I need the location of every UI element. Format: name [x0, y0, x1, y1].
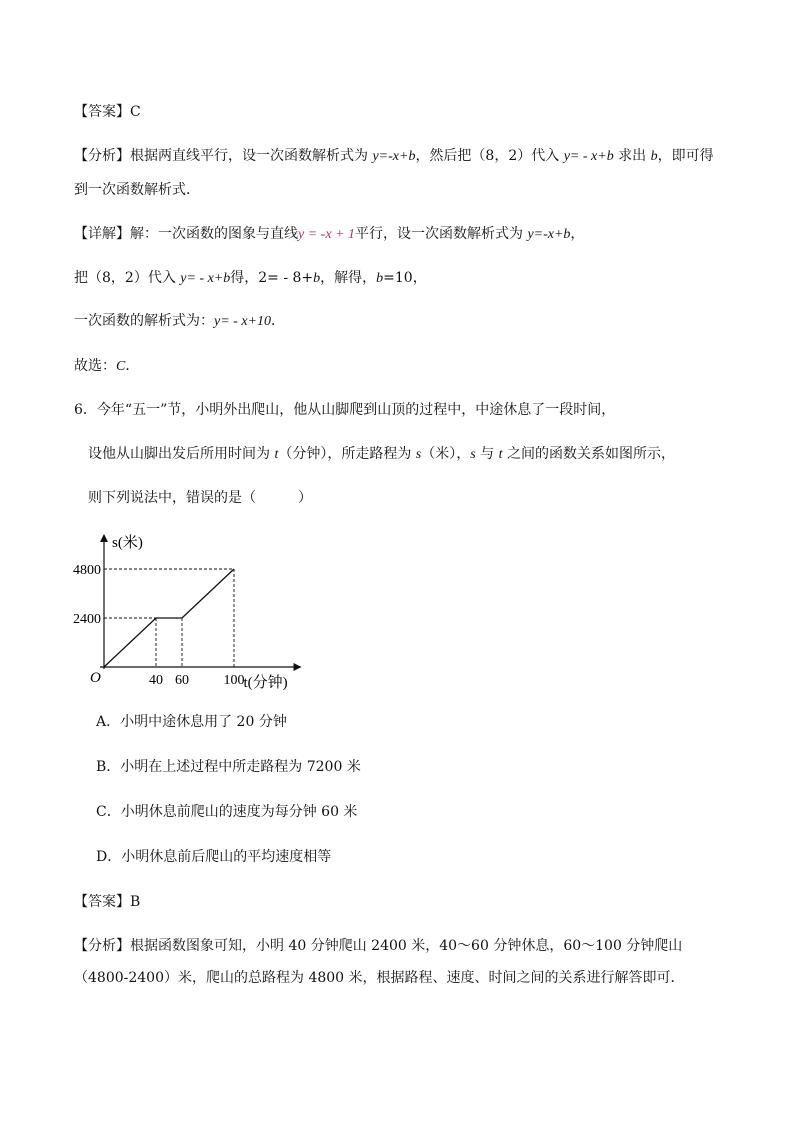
option-a: A．小明中途休息用了 20 分钟: [96, 714, 287, 730]
math-expression: y=-x+b: [372, 149, 416, 164]
x-tick-label: 40: [149, 673, 163, 688]
stem-text: 之间的函数关系如图所示，: [502, 446, 675, 462]
x-tick-label: 100: [223, 673, 245, 688]
stem-text: 与: [475, 446, 499, 462]
math-variable: t: [498, 447, 503, 462]
y-axis-label: s(米): [112, 535, 143, 551]
analysis-text: ，然后把（8，2）代入: [415, 148, 564, 164]
math-variable: t: [274, 447, 279, 462]
math-variable: b: [313, 271, 321, 286]
detail-text: ，: [570, 226, 585, 242]
answer-bracket: 【答案】: [74, 104, 130, 120]
analysis-line-2: 到一次函数解析式．: [74, 182, 200, 198]
origin-label: O: [90, 670, 101, 686]
detail-text: 一次函数的解析式为：: [74, 313, 214, 329]
math-variable: b: [650, 149, 658, 164]
stem-text: 设他从山脚出发后所用时间为: [88, 446, 275, 462]
analysis2-line-2: （4800-2400）米，爬山的总路程为 4800 米，根据路程、速度、时间之间的关系进行解答即可．: [74, 970, 685, 986]
detail-line-1: [74, 224, 584, 245]
detail-bracket: 【详解】: [74, 226, 130, 242]
answer-value: C: [130, 104, 141, 120]
x-tick-label: 60: [175, 673, 189, 688]
analysis-text: 根据函数图象可知，小明 40 分钟爬山 2400 米，40～60 分钟休息，60～100 分钟爬山: [130, 938, 683, 954]
choice-letter: C: [116, 359, 126, 374]
detail-text: =10，: [383, 270, 427, 286]
detail-text: 解：一次函数的图象与直线: [130, 226, 298, 242]
analysis-bracket: 【分析】: [74, 938, 130, 954]
y-tick-label: 4800: [73, 563, 101, 578]
math-variable: s: [415, 447, 422, 462]
analysis-text: 求出: [613, 148, 651, 164]
answer-bracket: 【答案】: [74, 894, 130, 910]
analysis-text: ，即可得: [657, 148, 714, 164]
analysis-text: 根据两直线平行，设一次函数解析式为: [130, 148, 373, 164]
detail-line-4: [74, 356, 139, 377]
detail-text: 故选：: [74, 358, 116, 374]
answer-line-1: [74, 102, 141, 122]
stem-text: （分钟），所走路程为: [278, 446, 416, 462]
math-expression: y= - x+10: [214, 314, 271, 329]
math-expression: y = -x + 1: [298, 227, 355, 242]
distance-time-chart: [60, 525, 320, 695]
option-d: D．小明休息前后爬山的平均速度相等: [96, 849, 332, 865]
detail-text: 把（8，2）代入: [74, 270, 181, 286]
math-expression: y=-x+b: [527, 227, 571, 242]
detail-line-2: [74, 268, 427, 289]
detail-text: ．: [125, 358, 140, 374]
stem-text: （米），: [421, 446, 471, 462]
y-tick-label: 2400: [73, 612, 101, 627]
math-expression: y= - x+b: [180, 271, 231, 286]
detail-text: 得，2= - 8+: [230, 270, 314, 286]
math-variable: b: [376, 271, 384, 286]
y-tick-labels: [73, 563, 101, 627]
answer-value: B: [130, 894, 141, 910]
detail-text: ，解得，: [320, 270, 377, 286]
x-tick-labels: [149, 673, 245, 688]
question-6-stem-line-2: [88, 444, 675, 465]
option-c: C．小明休息前爬山的速度为每分钟 60 米: [96, 804, 358, 820]
detail-line-3: [74, 311, 285, 332]
detail-text: 平行，设一次函数解析式为: [354, 226, 528, 242]
analysis-bracket: 【分析】: [74, 148, 130, 164]
distance-series-line: [104, 569, 234, 667]
math-variable: s: [470, 447, 476, 462]
detail-text: ．: [270, 313, 285, 329]
analysis2-line-1: [74, 936, 682, 956]
question-6-stem-line-1: 6．今年“五一”节，小明外出爬山，他从山脚爬到山顶的过程中，中途休息了一段时间，: [74, 402, 616, 418]
math-expression: y= - x+b: [563, 149, 614, 164]
question-6-stem-line-3: 则下列说法中，错误的是（ ）: [88, 490, 312, 506]
analysis-line-1: [74, 146, 714, 167]
x-axis-label: t(分钟): [243, 675, 288, 691]
answer-line-2: [74, 892, 140, 912]
option-b: B．小明在上述过程中所走路程为 7200 米: [96, 759, 361, 775]
